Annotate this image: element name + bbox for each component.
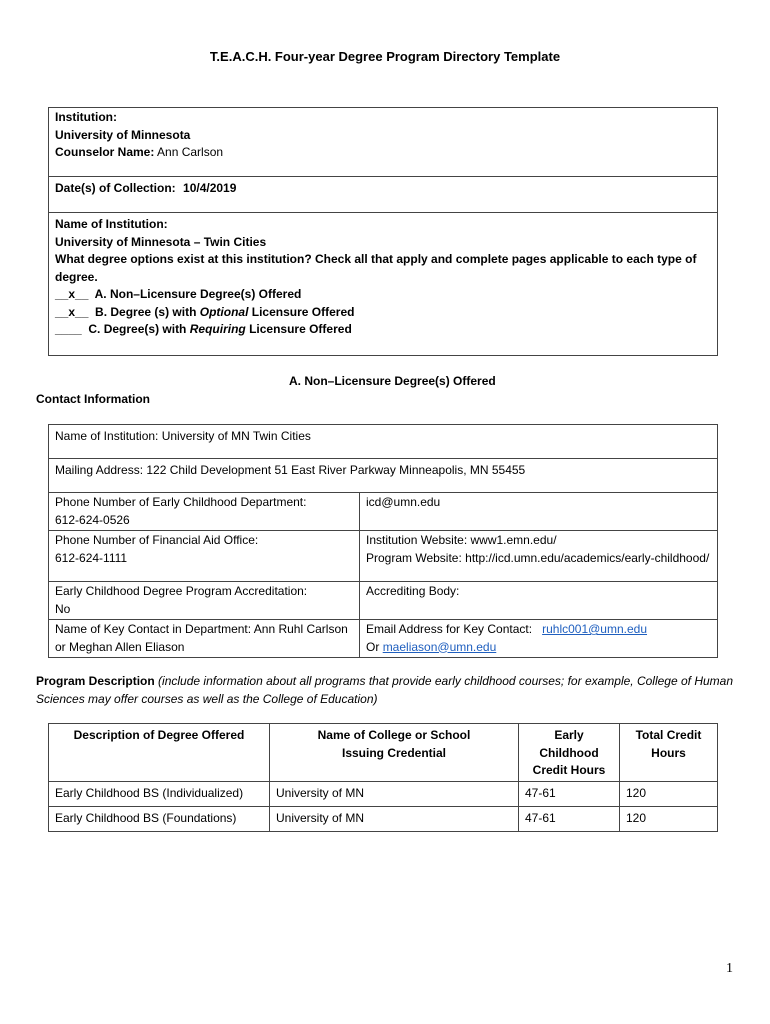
option-b (55, 304, 711, 322)
option-c-pre: C. Degree(s) with (88, 322, 187, 336)
option-c-post: Licensure Offered (249, 322, 352, 336)
row2-college: University of MN (270, 806, 519, 831)
key-email-line (366, 621, 711, 639)
degree-options-cell (49, 213, 718, 356)
header-ec-credit-text: Early Childhood Credit Hours (532, 728, 606, 777)
key-email-link-1[interactable]: ruhlc001@umn.edu (542, 622, 648, 636)
header-total-credit-text: Total Credit Hours (635, 728, 702, 760)
email-general: icd@umn.edu (360, 493, 718, 531)
counselor-label: Counselor Name: (55, 145, 155, 159)
row2-description: Early Childhood BS (Foundations) (49, 806, 270, 831)
counselor-value: Ann Carlson (157, 145, 224, 159)
option-b-pre: B. Degree (s) with (95, 304, 197, 319)
contact-table (48, 424, 718, 658)
header-description: Description of Degree Offered (49, 724, 270, 782)
program-description-text: (include information about all programs that provide early childhood courses; for example, College of Human Sciences may offer courses as well as the College of Education) (36, 674, 734, 706)
page-number: 1 (726, 961, 733, 976)
table-row (49, 806, 718, 831)
key-email-label: Email Address for Key Contact: (366, 622, 533, 636)
institution-value: University of Minnesota (55, 127, 191, 142)
row1-description: Early Childhood BS (Individualized) (49, 781, 270, 806)
row1-ec-credit: 47-61 (519, 781, 620, 806)
date-label: Date(s) of Collection: (55, 181, 176, 195)
contact-institution: Name of Institution: University of MN Twin Cities (49, 425, 718, 459)
option-c (55, 321, 711, 339)
key-email-cell (360, 620, 718, 658)
accreditation-label: Early Childhood Degree Program Accreditation: (55, 584, 308, 598)
row2-ec-credit: 47-61 (519, 806, 620, 831)
key-contact: Name of Key Contact in Department: Ann Ruhl Carlson or Meghan Allen Eliason (49, 620, 360, 658)
phone-fa-value: 612-624-1111 (55, 550, 128, 565)
option-b-mark: __x__ (55, 304, 89, 319)
option-a-text: A. Non–Licensure Degree(s) Offered (94, 287, 302, 301)
contact-heading: Contact Information (36, 392, 150, 406)
program-website: Program Website: http://icd.umn.edu/academics/early-childhood/ (366, 550, 710, 565)
row1-college: University of MN (270, 781, 519, 806)
phone-fa-cell (49, 531, 360, 582)
counselor-line (55, 144, 711, 162)
row2-total-credit: 120 (620, 806, 718, 831)
key-email-line-2 (366, 639, 711, 657)
accreditation-value: No (55, 601, 71, 616)
key-email-link-2[interactable]: maeliason@umn.edu (382, 639, 497, 654)
institution-label: Institution: (55, 110, 117, 124)
degree-options-question: What degree options exist at this institution? Check all that apply and complete pages applicable to each type of degree. (55, 252, 697, 284)
header-total-credit (620, 724, 718, 782)
name-of-institution-value: University of Minnesota – Twin Cities (55, 234, 267, 249)
phone-ec-cell (49, 493, 360, 531)
institution-cell (49, 108, 718, 177)
name-of-institution-label: Name of Institution: (55, 217, 168, 231)
institution-info-box (48, 107, 718, 356)
degrees-table (48, 723, 718, 832)
option-b-post: Licensure Offered (251, 304, 355, 319)
accrediting-body: Accrediting Body: (360, 582, 718, 620)
date-cell (49, 177, 718, 213)
section-heading: A. Non–Licensure Degree(s) Offered (289, 374, 496, 388)
row1-total-credit: 120 (620, 781, 718, 806)
option-a-mark: __x__ (55, 287, 89, 301)
header-college (270, 724, 519, 782)
option-c-italic: Requiring (189, 322, 246, 336)
page-title: T.E.A.C.H. Four-year Degree Program Directory Template (209, 49, 561, 64)
contact-mailing: Mailing Address: 122 Child Development 51 East River Parkway Minneapolis, MN 55455 (49, 459, 718, 493)
websites-cell (360, 531, 718, 582)
header-ec-credit (519, 724, 620, 782)
program-description (36, 673, 736, 708)
phone-ec-value: 612-624-0526 (55, 512, 130, 527)
table-row (49, 781, 718, 806)
date-value: 10/4/2019 (183, 181, 237, 195)
key-email-or: Or (366, 639, 380, 654)
accreditation-cell (49, 582, 360, 620)
option-b-italic: Optional (199, 304, 249, 319)
institution-website: Institution Website: www1.emn.edu/ (366, 533, 557, 547)
phone-fa-label: Phone Number of Financial Aid Office: (55, 533, 259, 547)
option-c-mark: ____ (55, 322, 82, 336)
header-college-text: Name of College or School Issuing Credential (317, 728, 471, 760)
program-description-label: Program Description (36, 674, 155, 688)
phone-ec-label: Phone Number of Early Childhood Department: (55, 495, 307, 509)
option-a (55, 286, 711, 304)
